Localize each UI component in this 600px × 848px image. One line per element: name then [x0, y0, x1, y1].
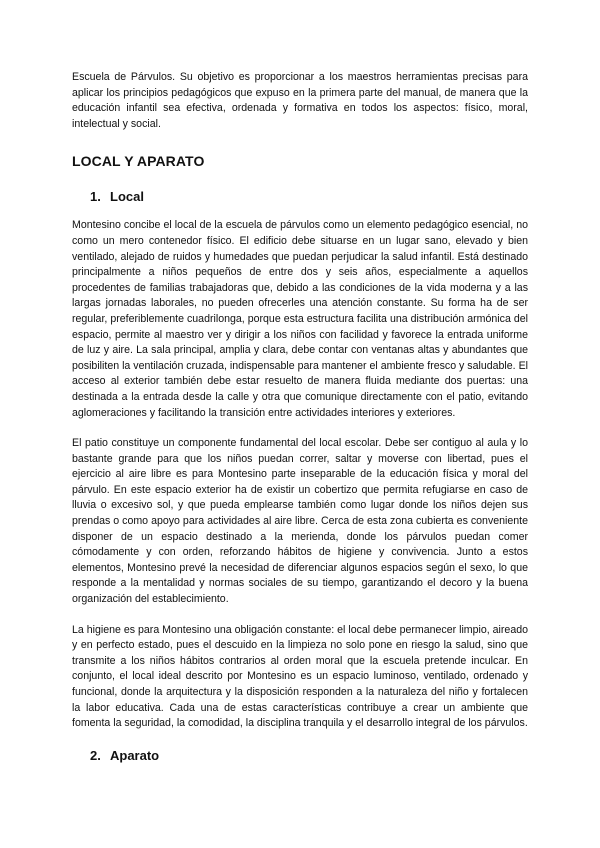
- subsection-title: Local: [110, 189, 144, 205]
- subsection-number: 1.: [90, 189, 101, 205]
- body-paragraph: La higiene es para Montesino una obligación constante: el local debe permanecer limpio, aireado y en perfecto estado, pues el descuido en la limpieza no solo pone en riesgo la salud, sino que transmite a los niños hábitos contrarios al orden moral que la escuela pretende inculcar. En conjunto, el local ideal descrito por Montesino es un espacio luminoso, ventilado, ordenado y funcional, donde la arquitectura y la disposición responden a la naturaleza del niño y fortalecen la labor educativa. Cada una de estas características contribuye a crear un ambiente que fomenta la seguridad, la comodidad, la disciplina tranquila y el desarrollo integral de los párvulos.: [72, 623, 528, 730]
- section-heading: LOCAL Y APARATO: [72, 153, 205, 170]
- subsection-heading-aparato: [72, 748, 528, 763]
- body-paragraph: El patio constituye un componente fundamental del local escolar. Debe ser contiguo al aula y lo bastante grande para que los niños puedan correr, saltar y moverse con libertad, pues el ejercicio al aire libre es para Montesino parte inseparable de la educación física y moral del párvulo. En este espacio exterior ha de existir un cobertizo que permita refugiarse en caso de lluvia o excesivo sol, y que pueda emplearse también como lugar donde los niños dejen sus prendas o como apoyo para actividades al aire libre. Cerca de esta zona cubierta es conveniente disponer de un espacio destinado a la merienda, donde los párvulos puedan comer cómodamente y con orden, reforzando hábitos de higiene y convivencia. Junto a estos elementos, Montesino prevé la necesidad de diferenciar algunos espacios según el sexo, lo que responde a la mentalidad y normas sociales de su tiempo, garantizando el decoro y la buena organización del establecimiento.: [72, 437, 528, 606]
- body-paragraph: Montesino concibe el local de la escuela de párvulos como un elemento pedagógico esencial, no como un mero contenedor físico. El edificio debe situarse en un lugar sano, elevado y bien ventilado, alejado de ruidos y humedades que puedan perjudicar la salud infantil. Está destinado principalmente a niños pequeños de entre dos y seis años, especialmente a aquellos procedentes de familias trabajadoras que, debido a las condiciones de la vida moderna y a las largas jornadas laborales, no pueden ofrecerles una atención constante. Su forma ha de ser regular, preferiblemente cuadrilonga, porque esta estructura facilita una distribución armónica del espacio, permite al maestro ver y dirigir a los niños con facilidad y favorece la entrada uniforme de luz y aire. La sala principal, amplia y clara, debe contar con ventanas altas y abundantes que posibiliten la ventilación cruzada, indispensable para mantener el ambiente fresco y saludable. El acceso al exterior también debe estar resuelto de manera fluida mediante dos puertas: una destinada a la entrada desde la calle y otra que comunique directamente con el patio, evitando aglomeraciones y facilitando la transición entre actividades interiores y exteriores.: [72, 219, 528, 419]
- subsection-heading-local: [72, 189, 528, 204]
- intro-paragraph: Escuela de Párvulos. Su objetivo es proporcionar a los maestros herramientas precisas para aplicar los principios pedagógicos que expuso en la primera parte del manual, de manera que la educación infantil sea efectiva, ordenada y formativa en todos los aspectos: físico, moral, intelectual y social.: [72, 71, 528, 130]
- subsection-title: Aparato: [110, 747, 160, 763]
- document-page: [72, 70, 528, 763]
- subsection-number: 2.: [90, 747, 101, 763]
